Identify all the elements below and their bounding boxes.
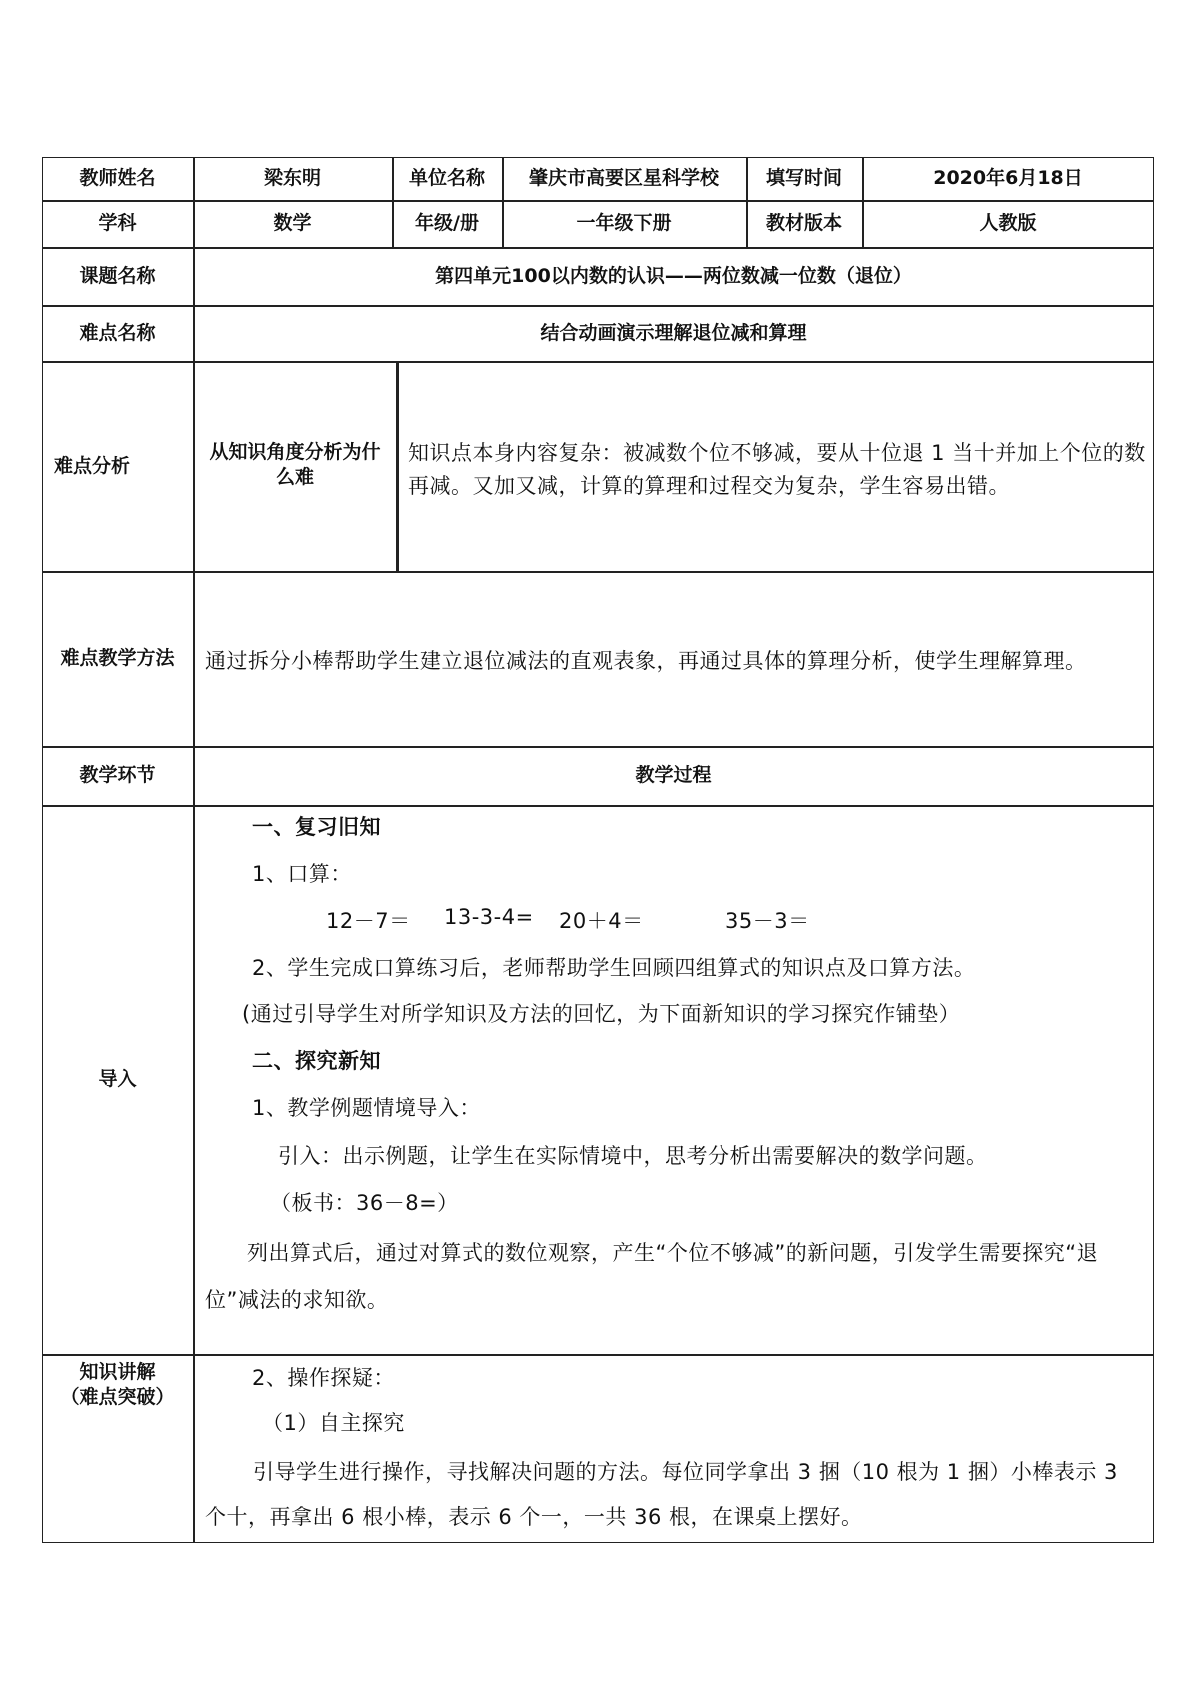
process-label: 教学环节 — [79, 764, 156, 787]
intro-item-review: 2、学生完成口算练习后，老师帮助学生回顾四组算式的知识点及口算方法。 — [252, 956, 976, 980]
analysis-text: 知识点本身内容复杂：被减数个位不够减，要从十位退 1 当十并加上个位的数再减。又加又减，计算的算理和过程交为复杂，学生容易出错。 — [408, 441, 1146, 498]
analysis-label: 难点分析 — [54, 454, 131, 477]
grade-value: 一年级下册 — [576, 212, 672, 235]
knowledge-label-line2: （难点突破） — [60, 1385, 175, 1408]
row-divider — [42, 571, 1154, 573]
method-label: 难点教学方法 — [60, 647, 175, 670]
calc-item: 13-3-4= — [444, 905, 534, 929]
intro-item-example: 1、教学例题情境导入： — [252, 1096, 481, 1120]
lesson-table — [42, 157, 1154, 1543]
teacher-label: 教师姓名 — [79, 167, 156, 190]
col-divider — [396, 361, 399, 571]
teacher-name: 梁东明 — [263, 167, 321, 190]
date-value: 2020年6月18日 — [933, 167, 1083, 190]
analysis-sub-label: 从知识角度分析为什么难 — [209, 441, 381, 488]
difficulty-value: 结合动画演示理解退位减和算理 — [540, 321, 807, 344]
intro-lead: 引入：出示例题，让学生在实际情境中，思考分析出需要解决的数学问题。 — [278, 1144, 988, 1168]
knowledge-paragraph: 引导学生进行操作，寻找解决问题的方法。每位同学拿出 3 捆（10 根为 1 捆）小棒表示 3 个十，再拿出 6 根小棒，表示 6 个一，一共 36 根，在课桌上摆好。 — [205, 1460, 1118, 1529]
subject-value: 数学 — [273, 212, 312, 235]
intro-board: （板书：36－8=） — [270, 1191, 459, 1215]
calc-item: 20＋4＝ — [559, 909, 644, 933]
knowledge-label-line1: 知识讲解 — [79, 1361, 156, 1383]
calc-item: 35－3＝ — [725, 909, 810, 933]
difficulty-label: 难点名称 — [79, 321, 156, 344]
grade-label: 年级/册 — [415, 212, 479, 235]
edition-value: 人教版 — [979, 212, 1037, 235]
method-text: 通过拆分小棒帮助学生建立退位减法的直观表象，再通过具体的算理分析，使学生理解算理。 — [205, 649, 1087, 673]
calc-item: 12－7＝ — [326, 909, 411, 933]
col-divider — [193, 157, 195, 1543]
knowledge-item-operate: 2、操作探疑： — [252, 1366, 395, 1390]
knowledge-item-self-explore: （1）自主探究 — [262, 1411, 405, 1435]
row-divider — [42, 805, 1154, 807]
process-value: 教学过程 — [635, 764, 712, 787]
edition-label: 教材版本 — [765, 212, 842, 235]
intro-item-mental-math: 1、口算： — [252, 862, 352, 886]
date-label: 填写时间 — [765, 167, 842, 190]
knowledge-label — [42, 1360, 193, 1430]
unit-name: 肇庆市高要区星科学校 — [528, 167, 719, 190]
topic-label: 课题名称 — [79, 264, 156, 287]
topic-value: 第四单元100以内数的认识——两位数减一位数（退位） — [435, 264, 912, 287]
row-divider — [42, 361, 1154, 363]
unit-label: 单位名称 — [408, 167, 485, 190]
intro-label: 导入 — [98, 1068, 137, 1091]
intro-paragraph: 列出算式后，通过对算式的数位观察，产生“个位不够减”的新问题，引发学生需要探究“退位”减法的求知欲。 — [205, 1241, 1099, 1312]
row-divider — [42, 1354, 1154, 1356]
intro-heading-review: 一、复习旧知 — [252, 815, 381, 839]
subject-label: 学科 — [98, 212, 137, 235]
intro-note: (通过引导学生对所学知识及方法的回忆，为下面新知识的学习探究作铺垫） — [242, 1002, 961, 1026]
intro-heading-explore: 二、探究新知 — [252, 1049, 381, 1073]
